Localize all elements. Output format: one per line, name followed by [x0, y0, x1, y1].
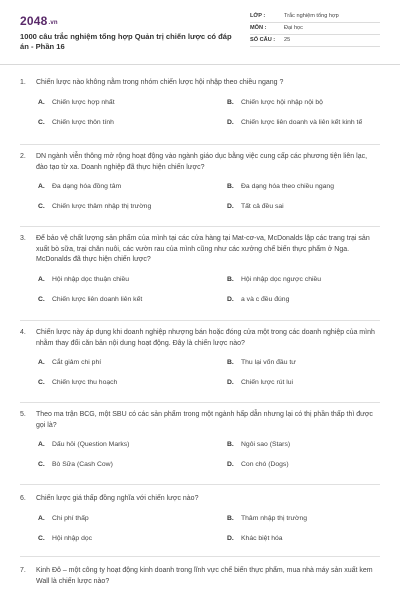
option-letter: A. — [38, 183, 45, 190]
option-text: Chiến lược thu hoạch — [52, 379, 118, 386]
option-text: Chiến lược hội nhập nội bộ — [241, 98, 323, 106]
option-letter: A. — [38, 441, 45, 448]
options-row — [20, 182, 380, 194]
options-row — [20, 118, 380, 130]
logo-main: 2048 — [20, 14, 48, 28]
question-divider — [20, 226, 380, 227]
option-a[interactable] — [38, 275, 129, 285]
option-text: Hội nhập dọc — [52, 534, 93, 542]
options-row — [20, 98, 380, 110]
question-number: 5. — [20, 411, 26, 418]
question-6 — [20, 494, 380, 546]
option-d[interactable] — [227, 460, 289, 470]
question-text: Theo ma trận BCG, một SBU có các sản phẩm trong một ngành hấp dẫn nhưng lại có thị phần thấp thì được gọi là? — [36, 411, 373, 429]
question-3 — [20, 234, 380, 307]
option-b[interactable] — [227, 182, 334, 192]
option-b[interactable] — [227, 440, 290, 450]
option-letter: C. — [38, 295, 45, 303]
option-letter: C. — [38, 534, 45, 542]
question-stem — [20, 328, 380, 349]
option-c[interactable] — [38, 378, 117, 388]
site-logo[interactable] — [20, 14, 58, 28]
option-c[interactable] — [38, 118, 114, 128]
options-row — [20, 460, 380, 472]
options-row — [20, 295, 380, 307]
document-title: 1000 câu trắc nghiệm tổng hợp Quản trị chiến lược có đáp án - Phần 16 — [20, 32, 232, 51]
option-text: Chiến lược thâm nhập thị trường — [52, 203, 152, 210]
question-divider — [20, 320, 380, 321]
option-letter: B. — [227, 359, 234, 366]
option-a[interactable] — [38, 358, 101, 368]
options-row — [20, 534, 380, 546]
option-text: Đa dạng hóa theo chiều ngang — [241, 183, 334, 190]
option-a[interactable] — [38, 440, 129, 450]
option-text: Bò Sữa (Cash Cow) — [52, 461, 113, 468]
question-number: 7. — [20, 567, 26, 574]
meta-label: SỐ CÂU : — [250, 37, 276, 43]
meta-value: 25 — [284, 37, 291, 43]
option-text: Đa dạng hóa đồng tâm — [52, 183, 122, 190]
option-a[interactable] — [38, 182, 121, 192]
meta-label: LỚP : — [250, 13, 266, 19]
option-letter: D. — [227, 203, 234, 210]
question-stem — [20, 78, 380, 89]
option-letter: D. — [227, 534, 234, 542]
option-letter: D. — [227, 461, 234, 468]
question-stem — [20, 566, 380, 587]
option-letter: B. — [227, 275, 234, 283]
option-b[interactable] — [227, 98, 323, 108]
question-number: 2. — [20, 153, 26, 160]
option-text: Thâm nhập thị trường — [241, 514, 308, 522]
option-text: Dấu hỏi (Question Marks) — [52, 441, 130, 448]
question-text: Chiến lược này áp dụng khi doanh nghiệp nhượng bán hoặc đóng cửa một trong các doanh nghiệp của mình nhằm thay đổi căn bản nội dung hoạt động. Đây là chiến lược nào? — [36, 329, 375, 347]
logo-suffix: .vn — [48, 20, 58, 26]
option-d[interactable] — [227, 378, 293, 388]
question-4 — [20, 328, 380, 390]
option-letter: C. — [38, 379, 45, 386]
option-text: Cắt giảm chi phí — [52, 359, 102, 366]
meta-value: Trắc nghiệm tổng hợp — [284, 13, 339, 19]
question-5 — [20, 410, 380, 472]
question-divider — [20, 484, 380, 485]
meta-row-class — [250, 11, 380, 23]
option-text: Khác biệt hóa — [241, 534, 283, 542]
question-divider — [20, 402, 380, 403]
option-letter: D. — [227, 118, 234, 126]
option-d[interactable] — [227, 295, 289, 305]
option-letter: C. — [38, 203, 45, 210]
question-number: 6. — [20, 495, 26, 502]
option-text: Chiến lược thôn tính — [52, 118, 114, 126]
option-text: Chiến lược rút lui — [241, 379, 294, 386]
question-text: Để bảo vệ chất lượng sản phẩm của mình tại các cửa hàng tại Mat-cơ-va, McDonalds lập các trang trại sản xuất bò sữa, trại chăn nuôi, các vườn rau của mình cũng như các xưởng chế biến thực phẩm ở Nga. McDonalds đã thực hiện chiến lược? — [36, 235, 370, 263]
option-c[interactable] — [38, 202, 151, 212]
option-letter: C. — [38, 118, 45, 126]
option-letter: D. — [227, 379, 234, 386]
option-d[interactable] — [227, 534, 283, 544]
question-stem — [20, 410, 380, 431]
options-row — [20, 275, 380, 287]
option-c[interactable] — [38, 534, 92, 544]
question-stem — [20, 234, 380, 266]
option-letter: B. — [227, 514, 234, 522]
option-letter: A. — [38, 514, 45, 522]
meta-label: MÔN : — [250, 25, 267, 31]
option-text: Ngôi sao (Stars) — [241, 441, 291, 448]
option-text: Chi phí thấp — [52, 514, 89, 522]
question-number: 4. — [20, 329, 26, 336]
option-text: Hội nhập dọc ngược chiều — [241, 275, 322, 283]
question-number: 1. — [20, 79, 26, 86]
question-text: Chiến lược nào không nằm trong nhóm chiến lược hội nhập theo chiều ngang ? — [36, 79, 284, 86]
meta-value: Đại học — [284, 25, 303, 31]
option-c[interactable] — [38, 295, 142, 305]
option-text: Tất cả đều sai — [241, 203, 284, 210]
option-letter: A. — [38, 359, 45, 366]
option-d[interactable] — [227, 118, 362, 128]
option-letter: A. — [38, 98, 45, 106]
option-text: Thu lại vốn đầu tư — [241, 359, 296, 366]
page-header — [0, 0, 400, 65]
option-text: Chiến lược liên doanh liên kết — [52, 295, 143, 303]
option-text: Chiến lược liên doanh và liên kết kinh tế — [241, 118, 363, 126]
option-b[interactable] — [227, 514, 307, 524]
options-row — [20, 358, 380, 370]
option-a[interactable] — [38, 514, 89, 524]
meta-row-subject — [250, 23, 380, 35]
option-text: Hội nhập dọc thuận chiều — [52, 275, 130, 283]
option-text: Chiến lược hợp nhất — [52, 98, 115, 106]
options-row — [20, 378, 380, 390]
option-letter: A. — [38, 275, 45, 283]
question-7 — [20, 566, 380, 587]
question-2 — [20, 152, 380, 214]
question-divider — [20, 144, 380, 145]
question-text: DN ngành viễn thông mở rộng hoạt động vào ngành giáo dục bằng việc cung cấp các phương tiện liên lạc, đào tạo từ xa. Doanh nghiệp đã thực hiện chiến lược? — [36, 153, 368, 171]
option-letter: B. — [227, 98, 234, 106]
question-stem — [20, 152, 380, 173]
option-d[interactable] — [227, 202, 284, 212]
question-text: Chiến lược giá thấp đồng nghĩa với chiến lược nào? — [36, 495, 199, 502]
options-row — [20, 202, 380, 214]
option-letter: D. — [227, 295, 234, 303]
option-text: Con chó (Dogs) — [241, 461, 289, 468]
option-b[interactable] — [227, 358, 296, 368]
question-stem — [20, 494, 380, 505]
question-divider — [20, 556, 380, 557]
question-1 — [20, 78, 380, 130]
option-letter: B. — [227, 441, 234, 448]
option-letter: C. — [38, 461, 45, 468]
option-c[interactable] — [38, 460, 113, 470]
question-number: 3. — [20, 235, 26, 242]
option-b[interactable] — [227, 275, 321, 285]
question-text: Kinh Đô – một công ty hoạt động kinh doanh trong lĩnh vực chế biến thực phẩm, mua nhà máy sản xuất kem Wall là chiến lược nào? — [36, 567, 373, 585]
meta-row-count — [250, 35, 380, 47]
option-letter: B. — [227, 183, 234, 190]
options-row — [20, 440, 380, 452]
meta-panel — [250, 11, 380, 47]
options-row — [20, 514, 380, 526]
option-text: a và c đều đúng — [241, 295, 290, 303]
option-a[interactable] — [38, 98, 115, 108]
